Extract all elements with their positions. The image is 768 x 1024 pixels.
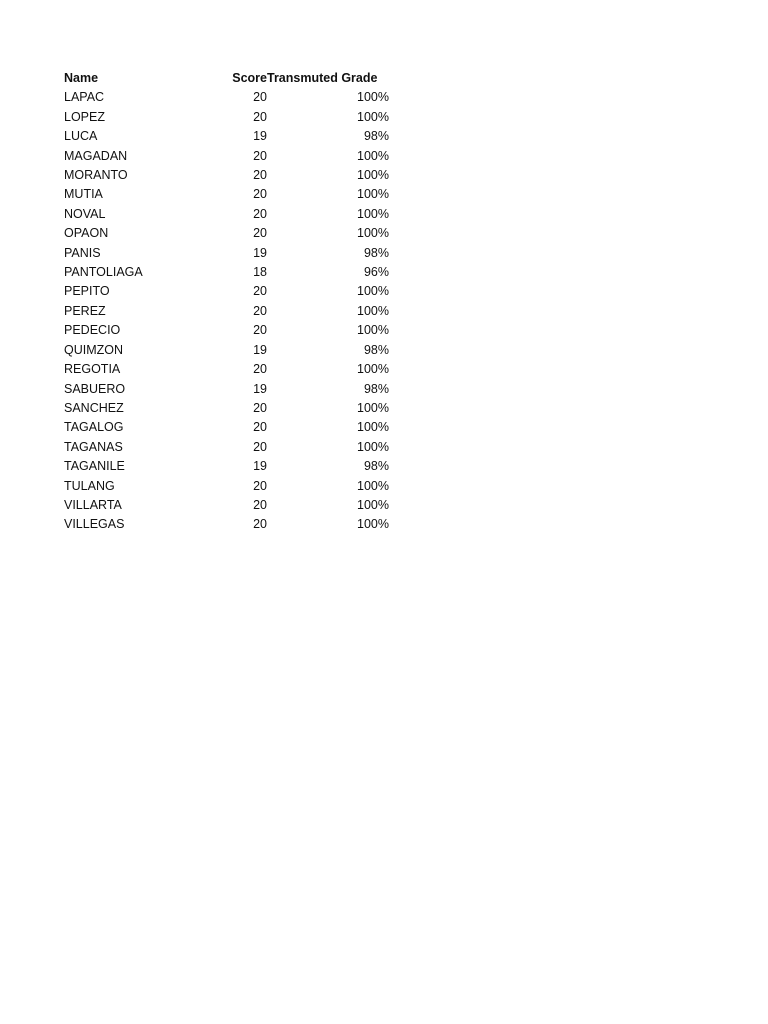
table-row [64,224,389,243]
table-row [64,282,389,301]
cell-transmuted-grade: 98% [363,381,389,396]
cell-name: MORANTO [64,168,128,183]
cell-score: 20 [253,148,267,163]
cell-name: MAGADAN [64,148,128,163]
table-header-row [64,69,389,88]
cell-name: SABUERO [64,381,126,396]
cell-score: 20 [253,497,267,512]
cell-score: 19 [253,459,267,474]
column-header-name: Name [64,71,99,85]
table-row [64,496,389,515]
cell-name: MUTIA [64,187,103,202]
table-row [64,341,389,360]
cell-score: 20 [253,187,267,202]
cell-name: PEREZ [64,303,106,318]
cell-score: 20 [253,439,267,454]
cell-score: 20 [253,284,267,299]
cell-score: 19 [253,381,267,396]
cell-score: 19 [253,129,267,144]
grades-table [64,69,389,535]
cell-score: 20 [253,362,267,377]
cell-transmuted-grade: 98% [363,342,389,357]
table-row [64,438,389,457]
cell-name: TAGALOG [64,420,124,435]
cell-transmuted-grade: 100% [357,420,389,435]
cell-transmuted-grade: 100% [357,323,389,338]
table-row [64,515,389,534]
cell-score: 20 [253,206,267,221]
table-row [64,108,389,127]
cell-name: PEPITO [64,284,110,299]
cell-score: 19 [253,342,267,357]
cell-score: 20 [253,90,267,105]
table-row [64,360,389,379]
table-row [64,147,389,166]
cell-transmuted-grade: 100% [357,187,389,202]
table-row [64,263,389,282]
table-row [64,418,389,437]
cell-name: PANIS [64,245,101,260]
cell-name: TAGANILE [64,459,125,474]
column-header-transmuted-grade: Transmuted Grade [267,71,378,85]
cell-transmuted-grade: 100% [357,109,389,124]
cell-name: QUIMZON [64,342,124,357]
table-row [64,302,389,321]
cell-transmuted-grade: 100% [357,497,389,512]
cell-transmuted-grade: 96% [363,265,389,280]
cell-transmuted-grade: 100% [357,226,389,241]
cell-score: 20 [253,478,267,493]
cell-name: PANTOLIAGA [64,265,143,280]
column-header-score: Score [232,71,267,85]
table-row [64,185,389,204]
cell-score: 20 [253,168,267,183]
cell-transmuted-grade: 100% [357,206,389,221]
cell-transmuted-grade: 100% [357,517,389,532]
cell-transmuted-grade: 100% [357,148,389,163]
cell-transmuted-grade: 98% [363,245,389,260]
cell-name: LOPEZ [64,109,105,124]
cell-transmuted-grade: 100% [357,400,389,415]
cell-score: 20 [253,303,267,318]
cell-name: REGOTIA [64,362,121,377]
table-row [64,457,389,476]
cell-name: VILLEGAS [64,517,125,532]
table-row [64,205,389,224]
cell-name: PEDECIO [64,323,121,338]
cell-transmuted-grade: 100% [357,362,389,377]
cell-score: 20 [253,400,267,415]
table-row [64,166,389,185]
cell-name: TULANG [64,478,115,493]
grades-table-body [64,88,389,534]
cell-score: 19 [253,245,267,260]
table-row [64,321,389,340]
cell-name: LAPAC [64,90,105,105]
cell-score: 20 [253,517,267,532]
grade-sheet [64,69,389,535]
cell-name: TAGANAS [64,439,123,454]
cell-score: 18 [253,265,267,280]
table-row [64,380,389,399]
table-row [64,399,389,418]
table-row [64,127,389,146]
cell-transmuted-grade: 98% [363,459,389,474]
cell-score: 20 [253,109,267,124]
cell-name: SANCHEZ [64,400,124,415]
table-row [64,477,389,496]
cell-transmuted-grade: 100% [357,168,389,183]
table-row [64,244,389,263]
cell-transmuted-grade: 100% [357,90,389,105]
cell-name: LUCA [64,129,98,144]
table-row [64,88,389,107]
cell-transmuted-grade: 98% [363,129,389,144]
cell-transmuted-grade: 100% [357,303,389,318]
cell-score: 20 [253,226,267,241]
cell-transmuted-grade: 100% [357,478,389,493]
cell-name: OPAON [64,226,109,241]
cell-score: 20 [253,420,267,435]
cell-score: 20 [253,323,267,338]
cell-transmuted-grade: 100% [357,284,389,299]
cell-transmuted-grade: 100% [357,439,389,454]
cell-name: NOVAL [64,206,106,221]
cell-name: VILLARTA [64,497,122,512]
